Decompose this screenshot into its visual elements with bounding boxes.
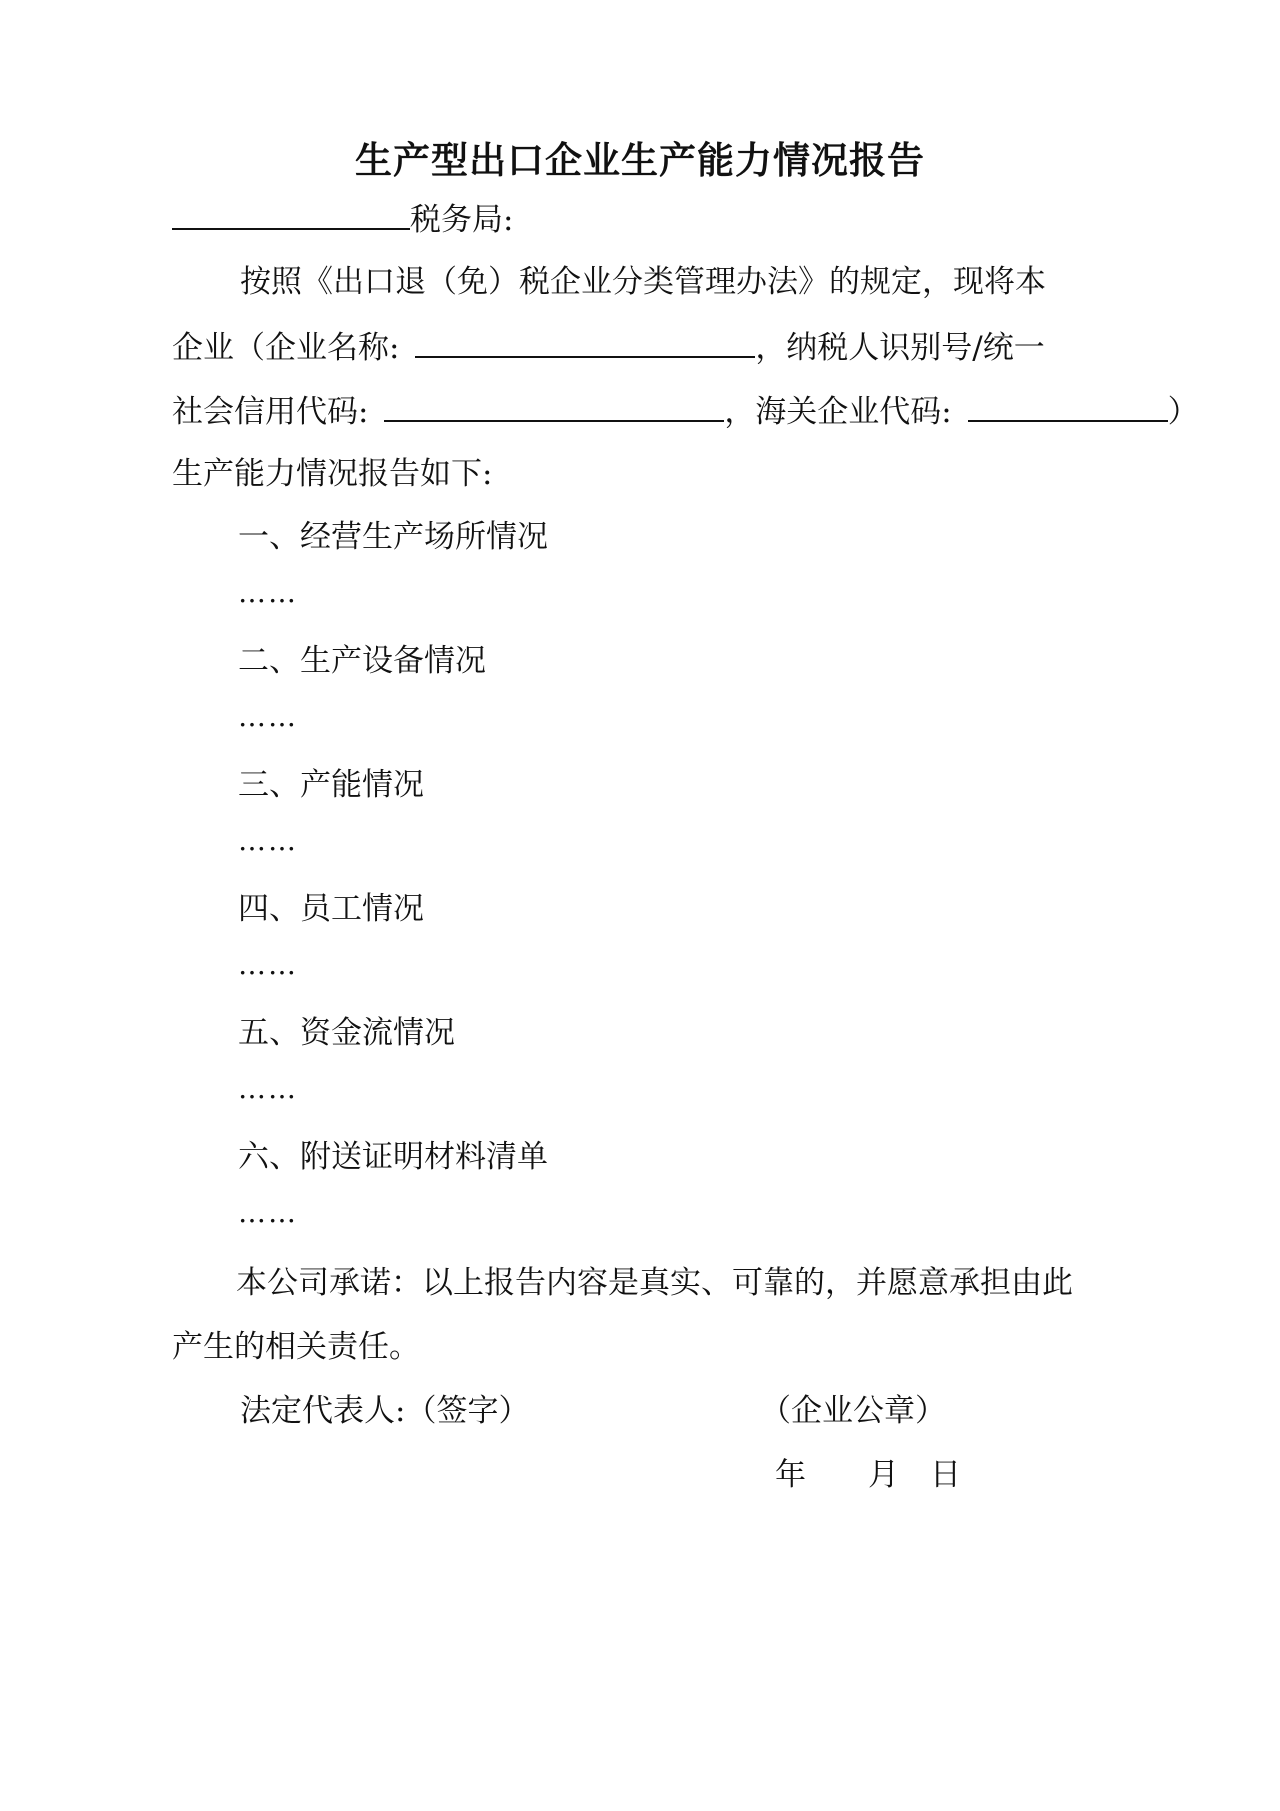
section-heading-4: 四、员工情况 — [238, 891, 424, 927]
credit-code-blank[interactable] — [384, 390, 724, 422]
section-heading-2: 二、生产设备情况 — [238, 643, 486, 679]
section-content-4: …… — [238, 948, 298, 981]
company-name-blank[interactable] — [415, 326, 755, 358]
intro-close-paren: ） — [1167, 394, 1199, 430]
intro-line-4: 生产能力情况报告如下: — [172, 456, 493, 492]
commitment-line-2: 产生的相关责任。 — [172, 1329, 420, 1365]
signature-date: 年 月 日 — [775, 1457, 961, 1493]
intro-line-3 — [172, 390, 1199, 432]
section-content-3: …… — [238, 824, 298, 857]
section-content-1: …… — [238, 576, 298, 609]
section-heading-6: 六、附送证明材料清单 — [238, 1139, 548, 1175]
intro-line-2 — [172, 326, 1045, 368]
addressee-line — [172, 198, 513, 240]
section-heading-1: 一、经营生产场所情况 — [238, 519, 548, 555]
tax-bureau-blank[interactable] — [172, 198, 410, 230]
intro-line-1: 按照《出口退（免）税企业分类管理办法》的规定，现将本 — [240, 264, 1046, 300]
customs-code-blank[interactable] — [968, 390, 1168, 422]
company-name-label: 企业（企业名称: — [172, 330, 400, 366]
document-title: 生产型出口企业生产能力情况报告 — [355, 139, 925, 182]
company-seal: （企业公章） — [760, 1393, 946, 1429]
section-content-5: …… — [238, 1072, 298, 1105]
section-content-2: …… — [238, 700, 298, 733]
customs-code-label: ，海关企业代码: — [724, 394, 952, 430]
legal-representative-signature: 法定代表人:（签字） — [240, 1393, 530, 1429]
section-content-6: …… — [238, 1196, 298, 1229]
section-heading-3: 三、产能情况 — [238, 767, 424, 803]
taxpayer-id-label: ，纳税人识别号/统一 — [755, 330, 1045, 366]
addressee-suffix: 税务局: — [410, 202, 514, 238]
credit-code-label: 社会信用代码: — [172, 394, 369, 430]
section-heading-5: 五、资金流情况 — [238, 1015, 455, 1051]
commitment-line-1: 本公司承诺：以上报告内容是真实、可靠的，并愿意承担由此 — [236, 1265, 1073, 1301]
